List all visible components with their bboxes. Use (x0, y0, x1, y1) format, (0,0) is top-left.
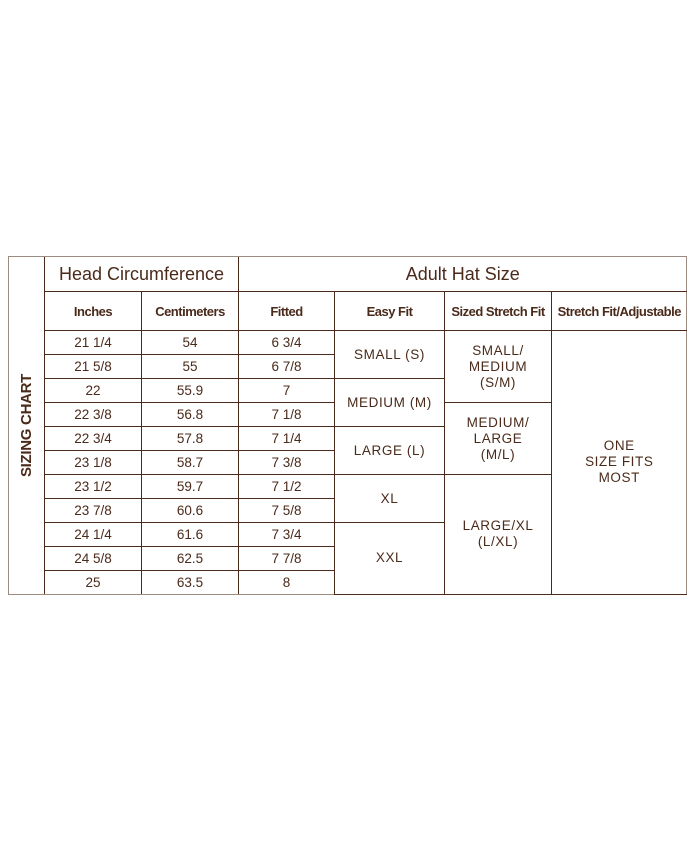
sized-stretch-line: LARGE/XL (462, 518, 534, 534)
sized-stretch-line: SMALL/ (472, 342, 524, 358)
cell-inches: 21 1/4 (45, 331, 142, 355)
cell-inches: 23 1/2 (45, 475, 142, 499)
cell-fitted: 7 3/4 (239, 523, 335, 547)
cell-fitted: 7 3/8 (239, 451, 335, 475)
cell-cm: 61.6 (142, 523, 239, 547)
sized-stretch-small-medium (445, 331, 552, 403)
cell-fitted: 7 1/8 (239, 403, 335, 427)
cell-inches: 23 7/8 (45, 499, 142, 523)
cell-fitted: 7 5/8 (239, 499, 335, 523)
cell-fitted: 7 1/4 (239, 427, 335, 451)
sized-stretch-large-xl (445, 475, 552, 595)
header-stretch-fit-adjustable: Stretch Fit/Adjustable (552, 292, 687, 331)
sized-stretch-line: MEDIUM/ (466, 414, 530, 430)
cell-fitted: 6 7/8 (239, 355, 335, 379)
cell-fitted: 8 (239, 571, 335, 595)
adjustable-line: ONE (603, 438, 635, 454)
cell-inches: 24 1/4 (45, 523, 142, 547)
cell-fitted: 6 3/4 (239, 331, 335, 355)
sized-stretch-line: (S/M) (480, 374, 517, 390)
table-row (45, 331, 687, 355)
cell-inches: 23 1/8 (45, 451, 142, 475)
group-head-circumference: Head Circumference (45, 257, 239, 292)
group-adult-hat-size: Adult Hat Size (239, 257, 687, 292)
sized-stretch-line: LARGE (473, 430, 523, 446)
cell-fitted: 7 1/2 (239, 475, 335, 499)
easy-fit-large: LARGE (L) (335, 427, 445, 475)
cell-cm: 55 (142, 355, 239, 379)
cell-inches: 25 (45, 571, 142, 595)
cell-inches: 22 3/4 (45, 427, 142, 451)
sized-stretch-line: MEDIUM (468, 358, 528, 374)
cell-cm: 55.9 (142, 379, 239, 403)
sized-stretch-line: (L/XL) (477, 534, 519, 550)
header-fitted: Fitted (239, 292, 335, 331)
cell-cm: 54 (142, 331, 239, 355)
cell-cm: 58.7 (142, 451, 239, 475)
sizing-table (44, 257, 687, 595)
header-easy-fit: Easy Fit (335, 292, 445, 331)
easy-fit-xxl: XXL (335, 523, 445, 595)
header-sized-stretch-fit: Sized Stretch Fit (445, 292, 552, 331)
easy-fit-medium: MEDIUM (M) (335, 379, 445, 427)
cell-cm: 59.7 (142, 475, 239, 499)
sized-stretch-medium-large (445, 403, 552, 475)
cell-cm: 63.5 (142, 571, 239, 595)
cell-fitted: 7 7/8 (239, 547, 335, 571)
adjustable-line: SIZE FITS (585, 454, 654, 470)
cell-cm: 60.6 (142, 499, 239, 523)
sized-stretch-line: (M/L) (480, 446, 516, 462)
cell-inches: 22 3/8 (45, 403, 142, 427)
cell-cm: 57.8 (142, 427, 239, 451)
cell-inches: 22 (45, 379, 142, 403)
easy-fit-xl: XL (335, 475, 445, 523)
cell-fitted: 7 (239, 379, 335, 403)
cell-cm: 62.5 (142, 547, 239, 571)
cell-cm: 56.8 (142, 403, 239, 427)
cell-inches: 24 5/8 (45, 547, 142, 571)
side-label: SIZING CHART (18, 373, 36, 478)
adjustable-one-size (552, 331, 687, 595)
side-label-container (10, 256, 44, 595)
cell-inches: 21 5/8 (45, 355, 142, 379)
header-inches: Inches (45, 292, 142, 331)
easy-fit-small: SMALL (S) (335, 331, 445, 379)
adjustable-line: MOST (598, 470, 640, 486)
header-centimeters: Centimeters (142, 292, 239, 331)
